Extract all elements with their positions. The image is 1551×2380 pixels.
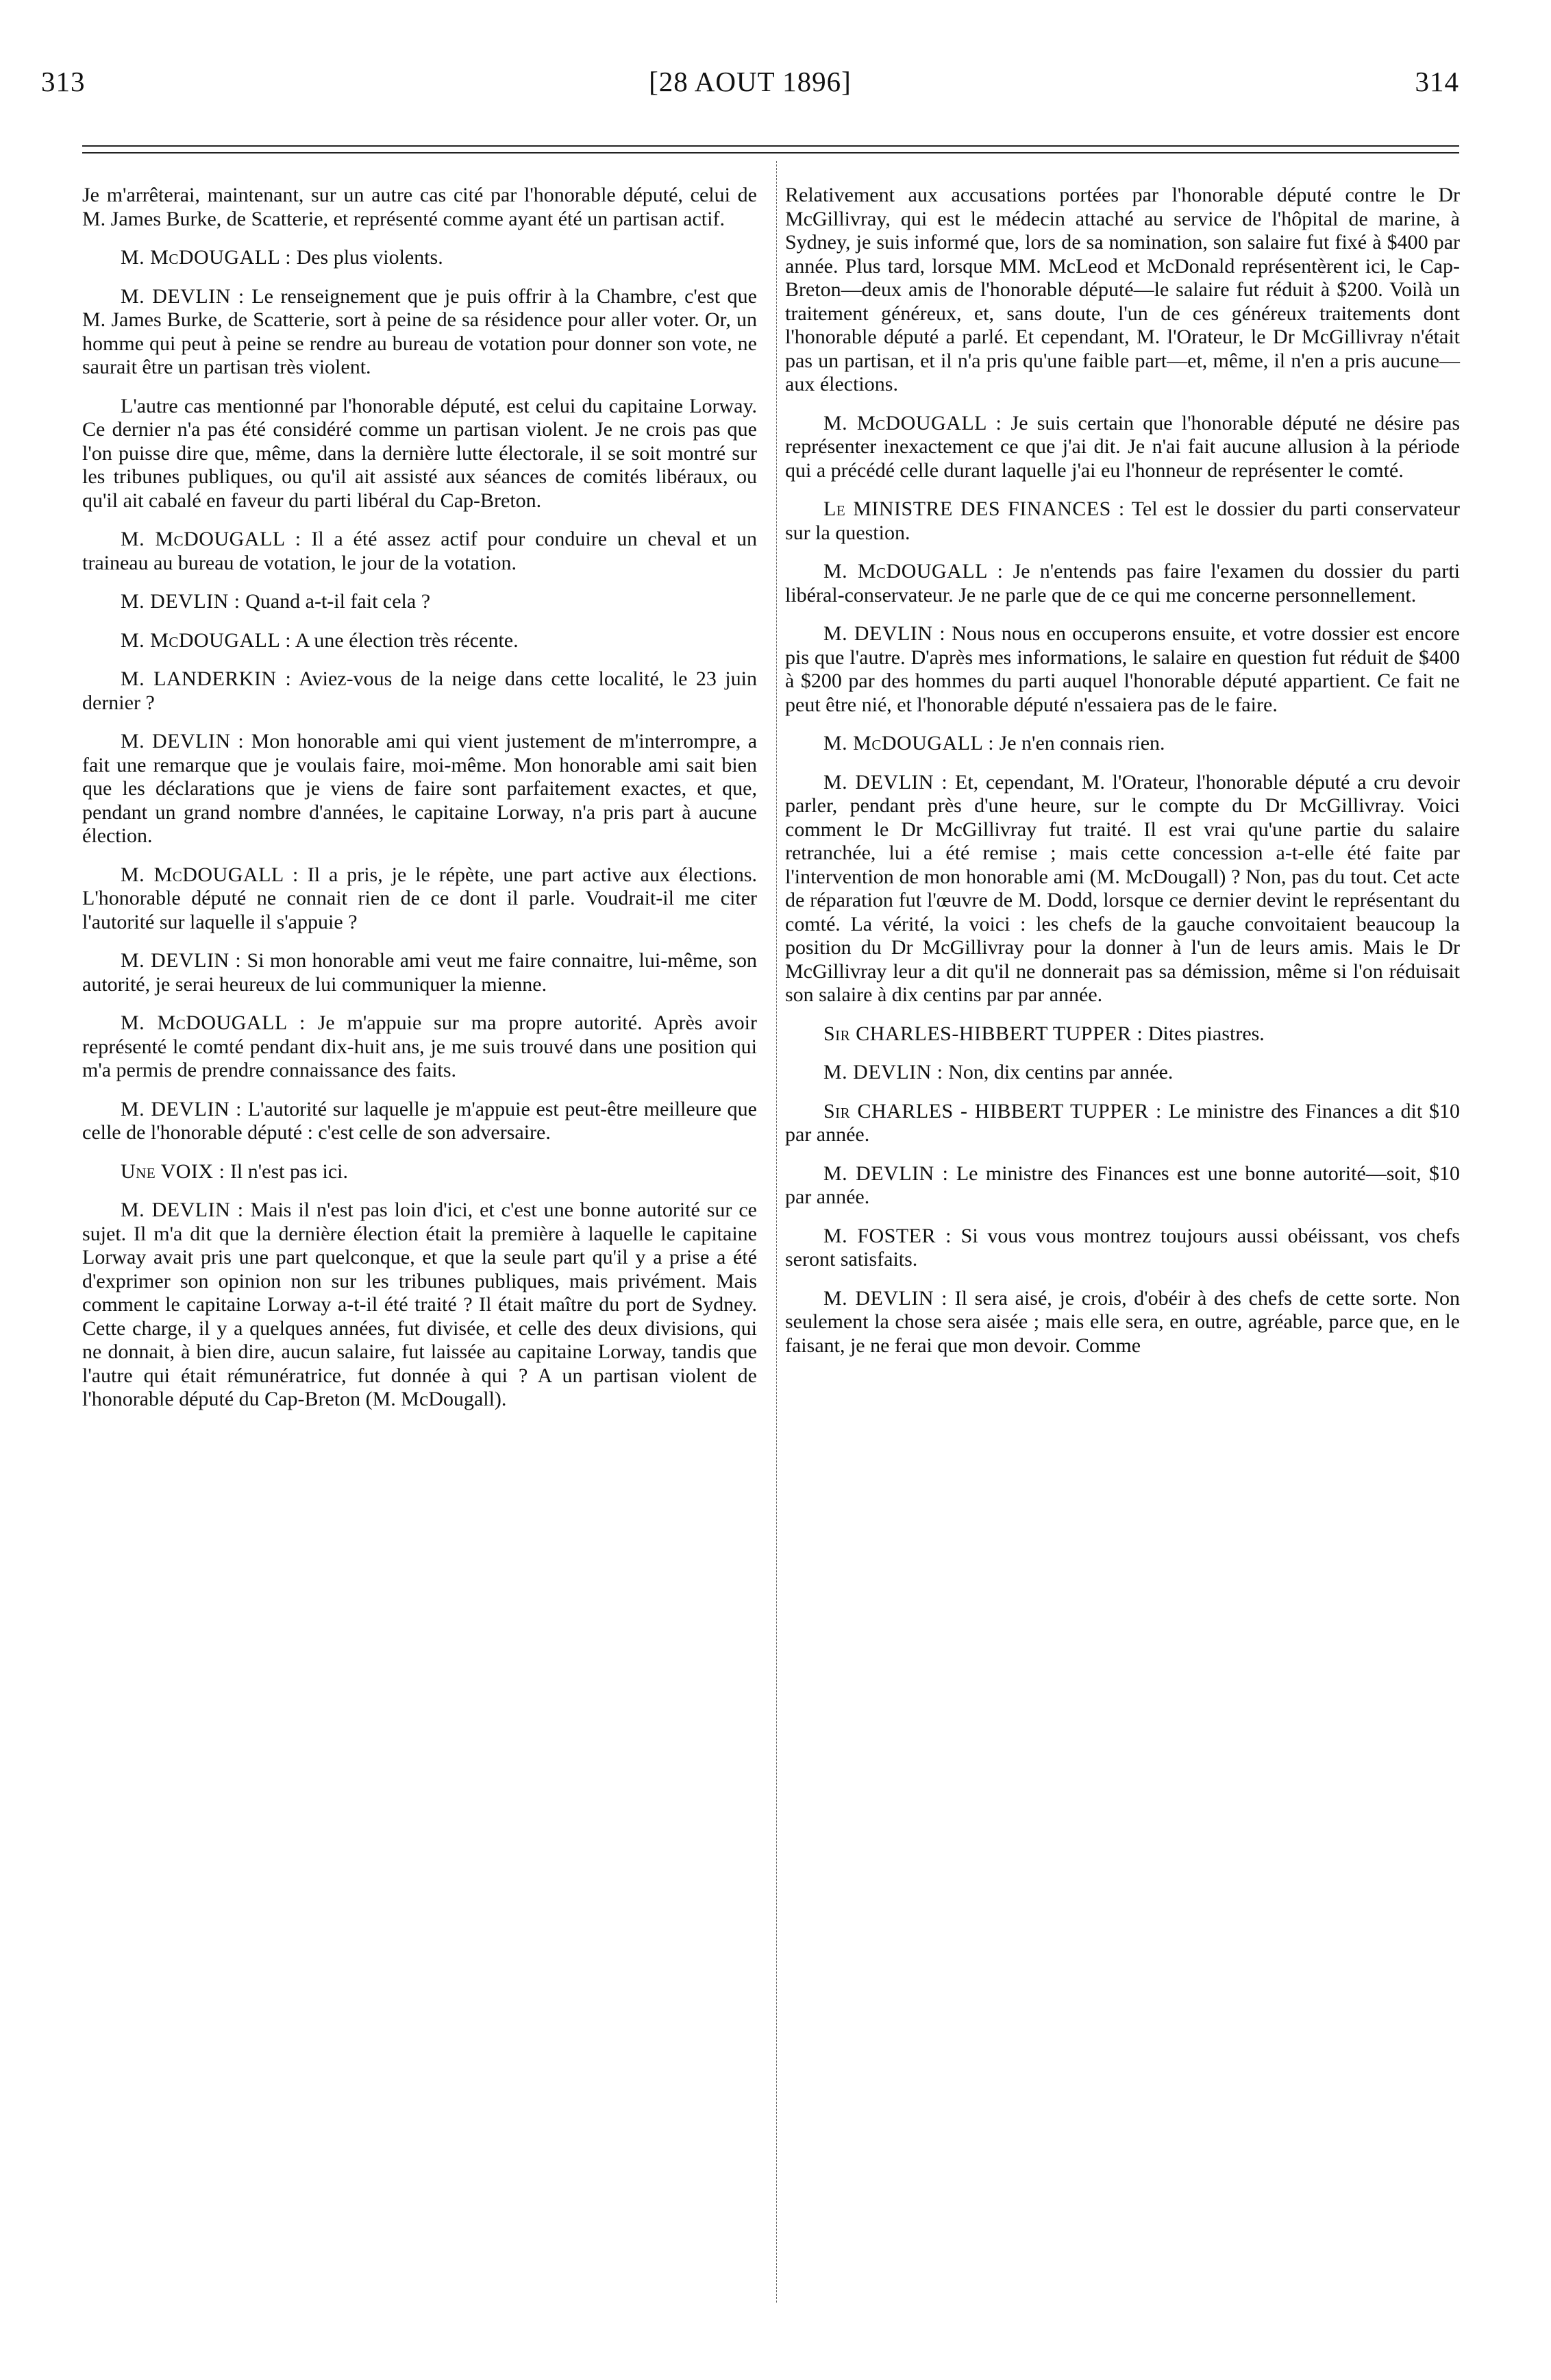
speaker-name: M. DEVLIN : xyxy=(121,590,240,613)
paragraph xyxy=(785,771,1460,1007)
paragraph-text: Je suis certain que l'honorable député ne désire pas représenter inexactement ce que j'ai dit. Je n'ai fait aucune allusion à la période qui a précédé celle durant laquelle j'ai eu l'honneur de représenter le comté. xyxy=(785,411,1461,482)
speaker-name: M. DEVLIN : xyxy=(121,1199,244,1221)
paragraph-text: Aviez-vous de la neige dans cette localité, le 23 juin dernier ? xyxy=(82,667,757,714)
paragraph xyxy=(785,1287,1460,1358)
paragraph-text: Il a été assez actif pour conduire un cheval et un traineau au bureau de votation, le jour de la votation. xyxy=(82,528,757,574)
paragraph xyxy=(82,949,757,996)
header-date: [28 AOUT 1896] xyxy=(649,66,852,97)
paragraph-text: Et, cependant, M. l'Orateur, l'honorable député a cru devoir parler, pendant près d'une heure, sur le compte du Dr McGillivray. Voici comment le Dr McGillivray fut traité. Il est vrai qu'une partie du salaire retranchée, lui a été remise ; mais cette concession a-t-elle été faite par l'intervention de mon honorable ami (M. McDougall) ? Non, pas du tout. Cet acte de réparation fut l'œuvre de M. Dodd, lorsque ce dernier devint le représentant du comté. La vérité, la voici : les chefs de la gauche convoitaient beaucoup la position du Dr McGillivray pour la donner à l'un de leurs amis. Mais le Dr McGillivray leur a dit qu'il ne donnerait pas sa démission, même si l'on réduisait son salaire à dix centins par par année. xyxy=(785,770,1461,1006)
speaker-name: M. DEVLIN : xyxy=(121,1097,243,1120)
left-column xyxy=(82,184,757,1427)
paragraph-text: Le ministre des Finances est une bonne autorité—soit, $10 par année. xyxy=(785,1162,1460,1208)
speaker-name: M. McDOUGALL : xyxy=(121,246,292,269)
paragraph-text: Des plus violents. xyxy=(296,246,443,269)
paragraph xyxy=(82,629,757,653)
paragraph xyxy=(82,863,757,935)
paragraph-text: Quand a-t-il fait cela ? xyxy=(245,590,431,613)
left-page-number: 313 xyxy=(41,66,86,97)
speaker-name: M. McDOUGALL : xyxy=(121,1011,306,1034)
speaker-name: M. DEVLIN : xyxy=(823,1061,943,1083)
paragraph xyxy=(82,1160,757,1184)
paragraph-text: Je m'arrêterai, maintenant, sur un autre cas cité par l'honorable député, celui de M. James Burke, de Scatterie, et représenté comme ayant été un partisan actif. xyxy=(82,184,757,230)
paragraph xyxy=(785,1100,1460,1147)
page-header xyxy=(41,65,1459,120)
speaker-name: Le MINISTRE DES FINANCES : xyxy=(823,498,1125,520)
paragraph-text: L'autorité sur laquelle je m'appuie est peut-être meilleure que celle de l'honorable député : c'est celle de son adversaire. xyxy=(82,1097,758,1144)
speaker-name: M. McDOUGALL : xyxy=(823,560,1004,582)
paragraph-text: A une élection très récente. xyxy=(295,628,519,652)
paragraph-text: Je n'entends pas faire l'examen du dossier du parti libéral-conservateur. Je ne parle que de ce qui me concerne personnellement. xyxy=(785,560,1461,606)
speaker-name: M. McDOUGALL : xyxy=(121,863,299,886)
right-page-number: 314 xyxy=(1415,66,1459,97)
paragraph xyxy=(82,1098,757,1145)
paragraph-text: L'autre cas mentionné par l'honorable député, est celui du capitaine Lorway. Ce dernier n'a pas été considéré comme un partisan violent. Je ne crois pas que l'on puisse dire que, même, dans la dernière lutte électorale, il se soit montré sur les tribunes publiques, ou qu'il ait assisté aux séances de comités libéraux, ou qu'il ait cabalé en faveur du parti libéral du Cap-Breton. xyxy=(82,394,757,512)
speaker-name: M. DEVLIN : xyxy=(121,730,245,752)
speaker-name: M. DEVLIN : xyxy=(823,1286,947,1310)
speaker-name: M. McDOUGALL : xyxy=(121,628,292,652)
paragraph xyxy=(82,184,757,231)
speaker-name: M. McDOUGALL : xyxy=(823,732,995,755)
paragraph-text: Il n'est pas ici. xyxy=(229,1160,348,1183)
paragraph xyxy=(82,246,757,270)
column-divider xyxy=(776,161,777,2303)
paragraph xyxy=(82,667,757,715)
paragraph-text: Dites piastres. xyxy=(1147,1022,1265,1045)
paragraph xyxy=(785,560,1460,607)
paragraph xyxy=(82,285,757,380)
speaker-name: M. LANDERKIN : xyxy=(121,667,292,690)
speaker-name: Sir CHARLES-HIBBERT TUPPER : xyxy=(823,1022,1143,1045)
speaker-name: M. DEVLIN : xyxy=(823,1162,949,1185)
speaker-name: M. McDOUGALL : xyxy=(121,528,301,550)
paragraph xyxy=(785,1225,1460,1272)
paragraph-text: Mon honorable ami qui vient justement de m'interrompre, a fait une remarque que je voulais faire, moi-même. Mon honorable ami sait bien que les déclarations que je viens de faire sont parfaitement exactes, et que, pendant un grand nombre d'années, le capitaine Lorway, n'a pris part à aucune élection. xyxy=(82,730,758,847)
paragraph-text: Je m'appuie sur ma propre autorité. Après avoir représenté le comté pendant dix-huit ans, je me suis trouvé dans une position qui m'a permis de prendre connaissance des faits. xyxy=(82,1011,757,1081)
paragraph-text: Il a pris, je le répète, une part active aux élections. L'honorable député ne connait rien de ce dont il parle. Voudrait-il me citer l'autorité sur laquelle il s'appuie ? xyxy=(82,863,757,933)
paragraph-text: Le renseignement que je puis offrir à la Chambre, c'est que M. James Burke, de Scatterie, sort à peine de sa résidence pour aller voter. Or, un homme qui peut à peine se rendre au bureau de votation pour donner son vote, ne saurait être un partisan très violent. xyxy=(82,284,757,378)
paragraph xyxy=(785,498,1460,545)
paragraph xyxy=(82,528,757,575)
paragraph-text: Non, dix centins par année. xyxy=(948,1061,1174,1083)
speaker-name: Une VOIX : xyxy=(121,1160,225,1183)
paragraph xyxy=(82,1011,757,1083)
paragraph xyxy=(785,184,1460,397)
speaker-name: M. DEVLIN : xyxy=(823,770,948,794)
paragraph-text: Il sera aisé, je crois, d'obéir à des chefs de cette sorte. Non seulement la chose sera aisée ; mais elle sera, en outre, agréable, parce que, en le faisant, je ne ferai que mon devoir. Comme xyxy=(785,1286,1460,1357)
speaker-name: Sir CHARLES - HIBBERT TUPPER : xyxy=(823,1099,1162,1122)
header-rule xyxy=(82,152,1459,154)
paragraph xyxy=(785,412,1460,483)
speaker-name: M. DEVLIN : xyxy=(121,284,245,308)
paragraph-text: Relativement aux accusations portées par l'honorable député contre le Dr McGillivray, qui est le médecin attaché au service de l'hôpital de marine, à Sydney, je suis informé que, lors de sa nomination, son salaire fut fixé à $400 par année. Plus tard, lorsque MM. McLeod et McDonald représentèrent ici, le Cap-Breton—deux amis de l'honorable député—le salaire fut réduit à $200. Voilà un traitement généreux, et, sans doute, l'un de ces généreux traitements dont l'honorable député a parlé. Et cependant, M. l'Orateur, le Dr McGillivray n'était pas un partisan, et il n'a pris qu'une faible part—et, même, il n'en a pris aucune—aux élections. xyxy=(785,184,1460,395)
paragraph-text: Je n'en connais rien. xyxy=(999,732,1165,755)
paragraph xyxy=(82,590,757,614)
paragraph xyxy=(785,1162,1460,1210)
right-column xyxy=(785,184,1460,1373)
speaker-name: M. FOSTER : xyxy=(823,1224,952,1247)
paragraph-text: Le ministre des Finances a dit $10 par année. xyxy=(785,1099,1461,1146)
speaker-name: M. DEVLIN : xyxy=(121,949,242,972)
paragraph xyxy=(785,622,1460,717)
speaker-name: M. DEVLIN : xyxy=(823,622,946,645)
paragraph xyxy=(785,732,1460,756)
paragraph-text: Si mon honorable ami veut me faire connaitre, lui-même, son autorité, je serai heureux de lui communiquer la mienne. xyxy=(82,949,757,996)
paragraph xyxy=(82,395,757,513)
paragraph xyxy=(785,1061,1460,1085)
paragraph-text: Tel est le dossier du parti conservateur sur la question. xyxy=(785,498,1460,544)
paragraph xyxy=(82,1199,757,1412)
speaker-name: M. McDOUGALL : xyxy=(823,411,1002,434)
paragraph-text: Si vous vous montrez toujours aussi obéissant, vos chefs seront satisfaits. xyxy=(785,1224,1460,1271)
paragraph xyxy=(785,1022,1460,1046)
paragraph xyxy=(82,730,757,848)
paragraph-text: Nous nous en occuperons ensuite, et votre dossier est encore pis que l'autre. D'après mes informations, le salaire en question fut réduit de $400 à $200 par des hommes du parti auquel l'honorable député appartient. Ce fait ne peut être nié, et l'honorable député n'essaiera pas de le faire. xyxy=(785,622,1460,716)
paragraph-text: Mais il n'est pas loin d'ici, et c'est une bonne autorité sur ce sujet. Il m'a dit que la dernière élection était la première à laquelle le capitaine Lorway avait pris une part quelconque, et que la seule part qu'il y a prise a été d'exprimer son opinion non sur les tribunes publiques, mais privément. Mais comment le capitaine Lorway a-t-il été traité ? Il était maître du port de Sydney. Cette charge, il y a quelques années, fut divisée, et celle des deux divisions, qui ne donnait, à bien dire, aucun salaire, fut laissée au capitaine Lorway, tandis que l'autre qui était rémunératrice, fut donnée à qui ? A un partisan violent de l'honorable député du Cap-Breton (M. McDougall). xyxy=(82,1199,757,1410)
header-rule xyxy=(82,145,1459,147)
